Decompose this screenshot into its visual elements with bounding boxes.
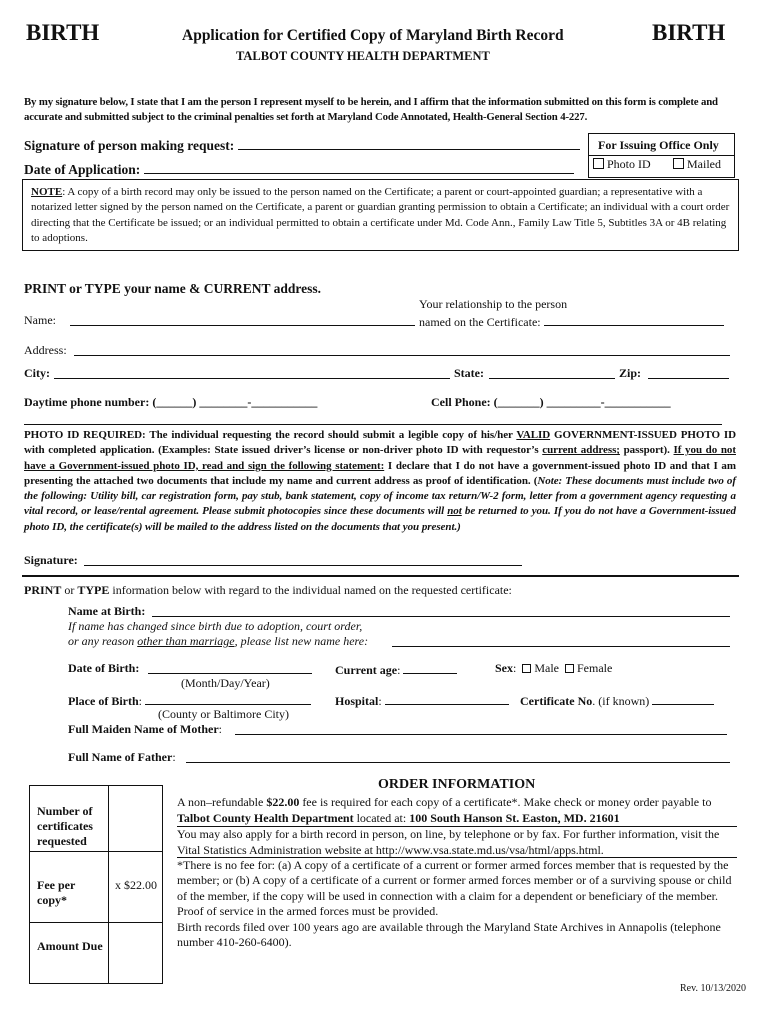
- new-name-field[interactable]: [392, 634, 730, 647]
- mailed-checkbox[interactable]: Mailed: [673, 157, 721, 172]
- hospital-row: Hospital:: [335, 692, 509, 709]
- no-fee-information: *There is no fee for: (a) A copy of a certificate of a current or former armed forces member that is requested by the member; or (b) A copy of a certificate of a current or former armed forces member or of a surviving spouse or child of the member, if the copy will be used in connection with a claim for a dependent or beneficiary of the member. Proof of service in the armed forces must be provided.: [177, 858, 732, 918]
- checkbox-icon: [673, 158, 684, 169]
- current-age-row: Current age:: [335, 661, 457, 678]
- address-field[interactable]: [74, 343, 730, 356]
- daytime-phone[interactable]: Daytime phone number: (______) ________-___________: [24, 395, 318, 409]
- note-text: NOTE: A copy of a birth record may only be issued to the person named on the Certificate; a parent or court-appointed guardian; a representative with a notarized letter signed by the person named on the Certificate, a parent or guardian granting permission to obtain a Certificate; an individual with a court order directing that the Certificate be issued; or an individual permitted to obtain a certificate under Md. Code Ann., Family Law Title 5, Subtitles 3A or 4B relating to adoptions.: [31, 186, 730, 245]
- fee-information: A non–refundable $22.00 fee is required for each copy of a certificate*. Make check or money order payable to Talbot County Health Department located at: 100 South Hanson St. Easton, MD. 21601: [177, 795, 712, 825]
- address-label: Address:: [24, 343, 67, 357]
- photo-id-signature-field[interactable]: [84, 553, 522, 566]
- name-row: [24, 313, 56, 328]
- state-field[interactable]: [489, 366, 615, 379]
- relationship-field[interactable]: [544, 313, 724, 326]
- name-at-birth-label: Name at Birth:: [68, 604, 146, 618]
- zip-label: Zip:: [619, 366, 642, 380]
- application-date-field[interactable]: [144, 161, 574, 174]
- issuing-office-title: For Issuing Office Only: [598, 138, 719, 152]
- father-row: Full Name of Father:: [68, 750, 176, 764]
- photo-id-signature-label: Signature:: [24, 553, 78, 567]
- birth-label-right: BIRTH: [652, 20, 726, 45]
- issuing-office-box: [588, 133, 735, 178]
- order-heading: ORDER INFORMATION: [378, 777, 536, 792]
- certificate-no-field[interactable]: [652, 692, 714, 705]
- state-label: State:: [454, 366, 484, 380]
- registrant-heading: PRINT or TYPE information below with regard to the individual named on the requested certificate:: [24, 583, 512, 597]
- name-field[interactable]: [70, 313, 415, 326]
- mother-maiden-field[interactable]: [235, 722, 727, 735]
- revision-date: Rev. 10/13/2020: [680, 983, 747, 994]
- request-signature-field[interactable]: [238, 137, 580, 150]
- father-field[interactable]: [186, 750, 730, 763]
- application-date-row: [24, 161, 574, 178]
- num-certificates-field[interactable]: [109, 787, 161, 850]
- name-at-birth-field[interactable]: [152, 604, 730, 617]
- zip-field[interactable]: [648, 366, 729, 379]
- place-of-birth-row: Place of Birth:: [68, 692, 311, 709]
- dob-hint: (Month/Day/Year): [181, 676, 270, 690]
- checkbox-icon: [593, 158, 604, 169]
- relationship-row: named on the Certificate:: [419, 313, 724, 330]
- sex-row: Sex: Male Female: [495, 661, 613, 675]
- photo-id-requirement: PHOTO ID REQUIRED: The individual requesting the record should submit a legible copy of his/her VALID GOVERNMENT-ISSUED PHOTO ID with completed application. (Examples: State issued driver’s license or non-driver photo ID with requestor’s current address; passport). If you do not have a Government-issued photo ID, read and sign the following statement: I declare that I do not have a government-issued photo ID and that I am presenting the attached two documents that include my name and current address as proof of identification. (Note: These documents must include two of the following: Utility bill, car registration form, pay stub, bank statement, copy of income tax return/W-2 form, letter from a government agency requesting a vital record, or lease/rental agreement. Please submit photocopies since these documents will not be returned to you. If you do not have a Government-issued photo ID, the certificate(s) will be mailed to the address listed on the documents that you present.): [24, 429, 737, 533]
- relationship-label-1: Your relationship to the person: [419, 297, 568, 311]
- name-label: Name:: [24, 313, 56, 327]
- mother-maiden-row: Full Maiden Name of Mother:: [68, 722, 222, 736]
- male-checkbox[interactable]: Male: [522, 661, 559, 675]
- archives-information: Birth records filed over 100 years ago are available through the Maryland State Archives in Annapolis (telephone number 410-260-6400).: [177, 920, 721, 950]
- place-of-birth-field[interactable]: [145, 692, 311, 705]
- certificate-no-row: Certificate No. (if known): [520, 692, 714, 709]
- female-checkbox[interactable]: Female: [565, 661, 612, 675]
- cell-phone[interactable]: Cell Phone: (_______) _________-___________: [431, 395, 671, 409]
- dob-label: Date of Birth:: [68, 661, 140, 675]
- checkbox-icon: [522, 664, 531, 673]
- page-title: Application for Certified Copy of Maryland Birth Record: [182, 27, 564, 44]
- city-label: City:: [24, 366, 50, 380]
- fee-per-copy-value: x $22.00: [115, 878, 157, 892]
- current-age-field[interactable]: [403, 661, 457, 674]
- amount-due-field[interactable]: [109, 923, 161, 982]
- application-date-label: Date of Application:: [24, 162, 141, 177]
- dob-field[interactable]: [148, 661, 312, 674]
- request-signature-row: [24, 137, 580, 154]
- birth-label-left: BIRTH: [26, 20, 100, 45]
- place-hint: (County or Baltimore City): [158, 707, 289, 721]
- name-changed-note-1: If name has changed since birth due to adoption, court order,: [68, 619, 363, 633]
- note-box: [22, 179, 739, 251]
- hospital-field[interactable]: [385, 692, 509, 705]
- city-field[interactable]: [54, 366, 450, 379]
- num-certificates-label: Number of certificates requested: [37, 804, 93, 848]
- affirmation-statement: By my signature below, I state that I am the person I represent myself to be herein, and I affirm that the information submitted on this form is complete and accurate and submitted subject to the criminal penalties set forth at Maryland Code Annotated, Health-General Section 4-227.: [24, 96, 718, 123]
- order-table: [29, 785, 163, 984]
- department-name: TALBOT COUNTY HEALTH DEPARTMENT: [236, 49, 490, 63]
- apply-information: You may also apply for a birth record in person, on line, by telephone or by fax. For further information, visit the Vital Statistics Administration website at http://www.vsa.state.md.us/vsa/html/apps.html.: [177, 827, 720, 857]
- amount-due-label: Amount Due: [37, 939, 103, 953]
- checkbox-icon: [565, 664, 574, 673]
- applicant-heading: PRINT or TYPE your name & CURRENT address.: [24, 281, 322, 296]
- request-signature-label: Signature of person making request:: [24, 138, 235, 153]
- photo-id-checkbox[interactable]: Photo ID: [593, 157, 651, 172]
- name-changed-note-2: or any reason other than marriage, please list new name here:: [68, 634, 369, 648]
- fee-per-copy-label: Fee per copy*: [37, 878, 76, 907]
